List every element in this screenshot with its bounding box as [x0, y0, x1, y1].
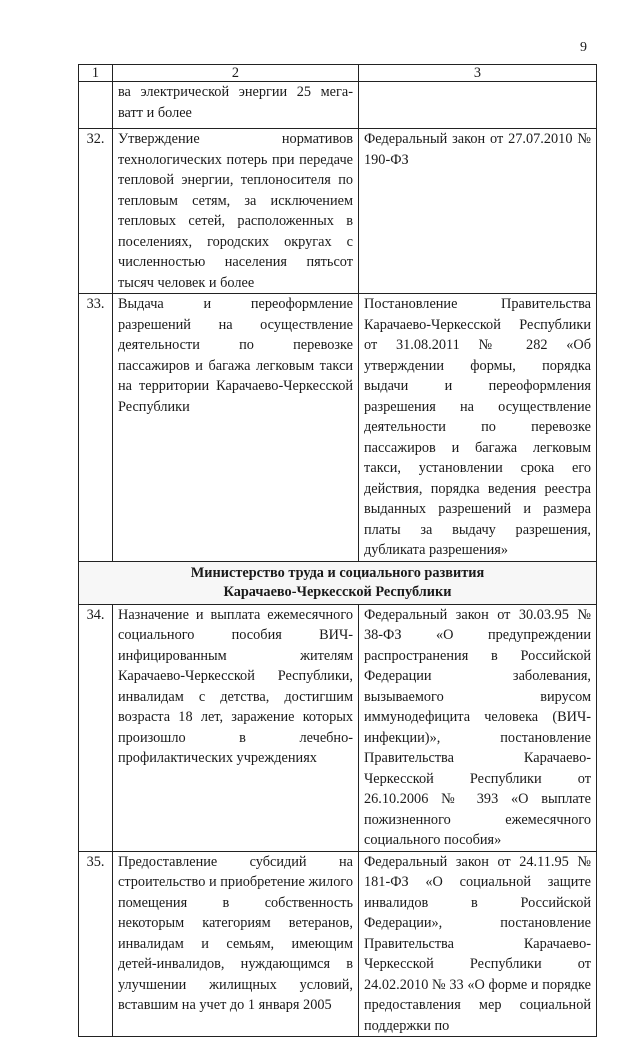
row-number: [79, 82, 113, 129]
section-heading: [79, 561, 597, 604]
legal-basis-cell: Постановление Правительства Карачаево-Черкесской Республики от 31.08.2011 № 282 «Об утверждении формы, порядка выдачи и переоформления разрешения на осуществление деятельности по перевозке пассажиров и багажа легковым такси, установлении срока его действия, порядка ведения реестра выданных разрешений и размера платы за выдачу разрешения, дубликата разрешения»: [359, 294, 597, 562]
service-cell: ва электрической энергии 25 мега-ватт и более: [113, 82, 359, 129]
legal-basis-cell: Федеральный закон от 27.07.2010 № 190-ФЗ: [359, 129, 597, 294]
legal-basis-cell: Федеральный закон от 30.03.95 № 38-ФЗ «О предупреждении распространения в Российской Федерации заболевания, вызываемого вирусом иммунодефицита человека (ВИЧ-инфекции)», постановление Правительства Карачаево-Черкесской Республики от 26.10.2006 № 393 «О выплате пожизненного ежемесячного социального пособия»: [359, 604, 597, 851]
service-cell: Выдача и переоформление разрешений на осуществление деятельности по перевозке пассажиров и багажа легковым такси на территории Карачаево-Черкесской Республики: [113, 294, 359, 562]
header-col-1: 1: [79, 65, 113, 82]
service-cell: Предоставление субсидий на строительство и приобретение жилого помещения в собственность некоторым категориям ветеранов, инвалидам и семьям, имеющим детей-инвалидов, нуждающимся в улучшении жилищных условий, вставшим на учет до 1 января 2005: [113, 851, 359, 1037]
service-cell: Утверждение нормативов технологических потерь при передаче тепловой энергии, теплоносителя по тепловым сетям, за исключением тепловых сетей, расположенных в поселениях, городских округах с численностью населения пятьсот тысяч человек и более: [113, 129, 359, 294]
section-heading-row: [79, 561, 597, 604]
table-row: [79, 604, 597, 851]
row-number: 35.: [79, 851, 113, 1037]
table-row: [79, 129, 597, 294]
legal-basis-cell: Федеральный закон от 24.11.95 № 181-ФЗ «О социальной защите инвалидов в Российской Федерации», постановление Правительства Карачаево-Черкесской Республики от 24.02.2010 № 33 «О форме и порядке предоставления мер социальной поддержки по: [359, 851, 597, 1037]
service-cell: Назначение и выплата ежемесячного социального пособия ВИЧ-инфицированным жителям Карачаево-Черкесской Республики, инвалидам с детства, достигшим возраста 18 лет, заражение которых произошло в лечебно-профилактических учреждениях: [113, 604, 359, 851]
row-number: 34.: [79, 604, 113, 851]
table-row: [79, 294, 597, 562]
header-col-3: 3: [359, 65, 597, 82]
table-header-row: [79, 65, 597, 82]
page-number: 9: [580, 40, 587, 55]
legal-basis-cell: [359, 82, 597, 129]
row-number: 33.: [79, 294, 113, 562]
section-heading-line-2: Карачаево-Черкесской Республики: [223, 583, 452, 600]
section-heading-line-1: Министерство труда и социального развития: [190, 564, 485, 581]
header-col-2: 2: [113, 65, 359, 82]
services-table: [78, 64, 597, 1037]
table-row: [79, 851, 597, 1037]
row-number: 32.: [79, 129, 113, 294]
table-row: [79, 82, 597, 129]
